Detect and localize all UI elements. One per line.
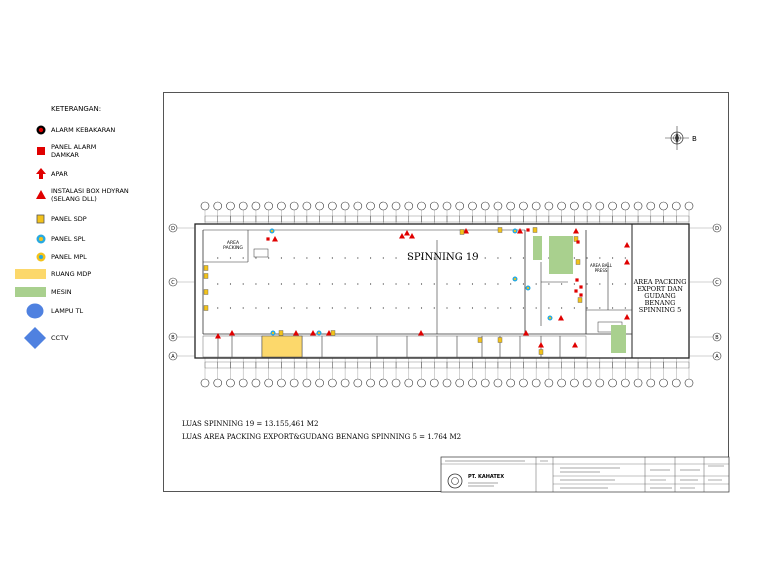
compass-label: B <box>692 135 697 143</box>
legend-label-lamp: LAMPU TL <box>51 307 84 315</box>
area-ball-press-line: PRESS <box>594 268 608 273</box>
legend-label-mdp: RUANG MDP <box>51 270 92 278</box>
area-export-line: EXPORT DAN <box>637 285 683 293</box>
area-packing-line: PACKING <box>223 246 243 251</box>
legend-label-alarm: ALARM KEBAKARAN <box>51 126 116 134</box>
area-ball-press-line: AREA BALL <box>590 263 612 268</box>
row-marker-label: B <box>171 335 175 341</box>
area-packing-line: AREA <box>226 241 240 246</box>
row-marker-label: B <box>715 335 719 341</box>
legend-label-machine: MESIN <box>51 288 72 296</box>
row-marker-label: A <box>171 354 175 360</box>
row-marker-label: A <box>715 354 719 360</box>
legend-label-hydrant: INSTALASI BOX HDYRAN (SELANG DLL) <box>51 187 129 203</box>
area-export-line: BENANG <box>644 299 676 307</box>
area-export-line: SPINNING 5 <box>638 306 682 314</box>
row-marker-label: D <box>171 226 175 232</box>
legend-label-spl: PANEL SPL <box>51 235 86 243</box>
legend-label-cctv: CCTV <box>51 334 69 342</box>
legend-label-apar: APAR <box>51 170 68 178</box>
row-marker-label: D <box>715 226 719 232</box>
area-stat-spinning-19: LUAS SPINNING 19 = 13.155,461 M2 <box>182 420 319 428</box>
legend-label-mpl: PANEL MPL <box>51 253 87 261</box>
legend-label-alarm-panel: PANEL ALARM DAMKAR <box>51 143 97 159</box>
company-name: PT. KAHATEX <box>468 474 505 480</box>
row-marker-label: C <box>171 280 175 286</box>
legend-heading: KETERANGAN: <box>51 105 102 113</box>
area-stat-export: LUAS AREA PACKING EXPORT&GUDANG BENANG SPINNING 5 = 1.764 M2 <box>182 433 462 441</box>
legend-label-sdp: PANEL SDP <box>51 215 87 223</box>
row-marker-label: C <box>715 280 719 286</box>
main-hall-label: SPINNING 19 <box>407 252 479 263</box>
area-export-line: GUDANG <box>644 292 676 300</box>
area-export-line: AREA PACKING <box>633 278 687 286</box>
